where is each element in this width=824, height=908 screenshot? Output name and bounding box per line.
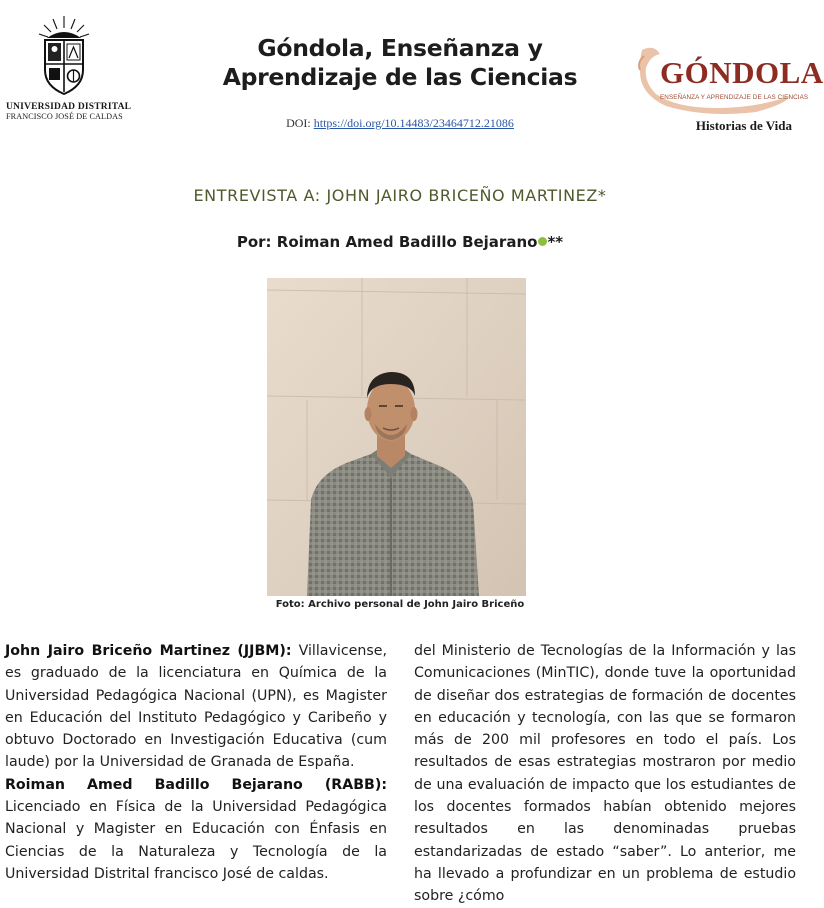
author-prefix: Por: xyxy=(236,233,272,251)
interviewee-photo xyxy=(267,278,526,596)
paragraph-jjbm xyxy=(5,640,387,774)
author-line xyxy=(0,233,800,251)
journal-title-line-1: Góndola, Enseñanza y xyxy=(257,34,543,62)
author-footnote-mark: ** xyxy=(547,233,564,251)
journal-title-line-2: Aprendizaje de las Ciencias xyxy=(222,63,578,91)
paragraph-rabb xyxy=(5,774,387,885)
article-title: ENTREVISTA A: JOHN JAIRO BRICEÑO MARTINEZ* xyxy=(193,186,607,205)
speaker-label-jjbm: John Jairo Briceño Martinez (JJBM): xyxy=(5,643,292,659)
section-label: Historias de Vida xyxy=(695,118,792,133)
university-subname: FRANCISCO JOSÉ DE CALDAS xyxy=(6,112,123,121)
paragraph-continuation: del Ministerio de Tecnologías de la Información y las Comunicaciones (MinTIC), donde tuve la oportunidad de diseñar dos estrategias de formación de docentes en educación y tecnología, con las que se formaron más de 200 mil profesores en todo el país. Los resultados de esas estrategias mostraron por medio de una evaluación de impacto que los estudiantes de los docentes formados habían obtenido mejores resultados en las denominadas pruebas estandarizadas de estado “saber”. Lo anterior, me ha llevado a profundizar en un problema de estudio sobre ¿cómo xyxy=(414,643,796,905)
university-crest-icon xyxy=(33,14,95,100)
paragraph-rabb-text: Licenciado en Física de la Universidad Pedagógica Nacional y Magister en Educación con Énfasis en Ciencias de la Naturaleza y Tecnología de la Universidad Distrital francisco José de caldas. xyxy=(5,799,387,882)
university-name: UNIVERSIDAD DISTRITAL xyxy=(6,102,132,112)
gondola-logo xyxy=(636,42,824,116)
speaker-label-rabb: Roiman Amed Badillo Bejarano (RABB): xyxy=(5,776,387,793)
doi-line xyxy=(190,116,610,131)
university-logo xyxy=(6,14,132,121)
author-name: Roiman Amed Badillo Bejarano xyxy=(276,233,538,251)
body-column-left xyxy=(5,640,387,885)
body-column-right xyxy=(414,640,796,908)
gondola-logo-word: GÓNDOLA xyxy=(660,55,824,90)
gondola-logo-tagline: ENSEÑANZA Y APRENDIZAJE DE LAS CIENCIAS xyxy=(660,94,809,101)
paragraph-jjbm-text: Villavicense, es graduado de la licenciatura en Química de la Universidad Pedagógica Nacional (UPN), es Magister en Educación del Instituto Pedagógico y Caribeño y obtuvo Doctorado en Investigación Educativa (cum laude) por la Universidad de Granada de España. xyxy=(5,643,387,771)
journal-title xyxy=(200,34,600,92)
doi-link[interactable]: https://doi.org/10.14483/23464712.21086 xyxy=(313,116,514,130)
doi-label: DOI: xyxy=(286,116,311,130)
photo-caption: Foto: Archivo personal de John Jairo Briceño xyxy=(275,599,525,610)
